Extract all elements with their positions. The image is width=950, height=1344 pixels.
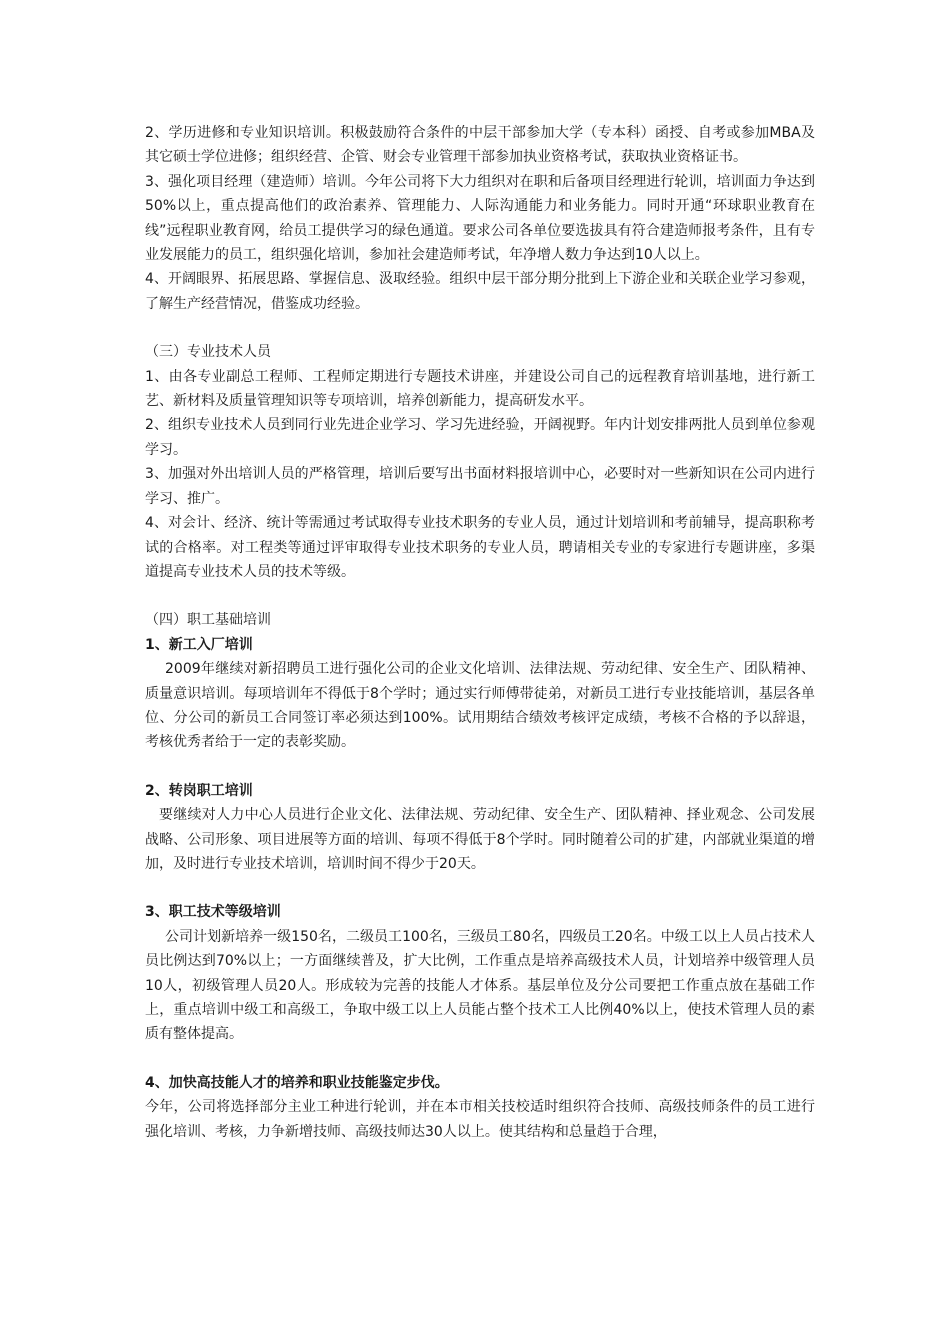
spacer — [145, 755, 815, 779]
subsection-4-2-heading: 2、转岗职工培训 — [145, 782, 253, 799]
paragraph-2-2: 2、学历进修和专业知识培训。积极鼓励符合条件的中层干部参加大学（专本科）函授、自考或参加MBA及其它硕士学位进修；组织经营、企管、财会专业管理干部参加执业资格考试，获取执业资格证书。 — [145, 125, 815, 166]
subsection-4-4-heading: 4、加快高技能人才的培养和职业技能鉴定步伐。 — [145, 1074, 449, 1091]
paragraph-3-1: 1、由各专业副总工程师、工程师定期进行专题技术讲座，并建设公司自己的远程教育培训基地，进行新工艺、新材料及质量管理知识等专项培训，培养创新能力，提高研发水平。 — [145, 368, 815, 410]
spacer — [145, 1047, 815, 1071]
paragraph-2-4: 4、开阔眼界、拓展思路、掌握信息、汲取经验。组织中层干部分期分批到上下游企业和关联企业学习参观，了解生产经营情况，借鉴成功经验。 — [145, 271, 815, 312]
subsection-4-4-body: 今年，公司将选择部分主业工种进行轮训，并在本市相关技校适时组织符合技师、高级技师条件的员工进行强化培训、考核，力争新增技师、高级技师达30人以上。使其结构和总量趋于合理， — [145, 1099, 815, 1140]
subsection-4-3-body: 公司计划新培养一级150名，二级员工100名，三级员工80名，四级员工20名。中级工以上人员占技术人员比例达到70%以上；一方面继续普及，扩大比例，工作重点是培养高级技术人员，计划培养中级管理人员10人，初级管理人员20人。形成较为完善的技能人才体系。基层单位及分公司要把工作重点放在基础工作上，重点培训中级工和高级工，争取中级工以上人员能占整个技术工人比例40%以上，使技术管理人员的素质有整体提高。 — [145, 928, 815, 1043]
paragraph-2-3: 3、强化项目经理（建造师）培训。今年公司将下大力组织对在职和后备项目经理进行轮训，培训面力争达到50%以上，重点提高他们的政治素养、管理能力、人际沟通能力和业务能力。同时开通“环球职业教育在线”远程职业教育网，给员工提供学习的绿色通道。要求公司各单位要选拔具有符合建造师报考条件，且有专业发展能力的员工，组织强化培训，参加社会建造师考试，年净增人数力争达到10人以上。 — [145, 173, 815, 264]
paragraph-3-4: 4、对会计、经济、统计等需通过考试取得专业技术职务的专业人员，通过计划培训和考前辅导，提高职称考试的合格率。对工程类等通过评审取得专业技术职务的专业人员，聘请相关专业的专家进行专题讲座，多渠道提高专业技术人员的技术等级。 — [145, 515, 815, 580]
subsection-4-2-body: 要继续对人力中心人员进行企业文化、法律法规、劳动纪律、安全生产、团队精神、择业观念、公司发展战略、公司形象、项目进展等方面的培训、每项不得低于8个学时。同时随着公司的扩建，内部就业渠道的增加，及时进行专业技术培训，培训时间不得少于20天。 — [145, 807, 815, 872]
subsection-4-1-heading: 1、新工入厂培训 — [145, 636, 253, 653]
spacer — [145, 876, 815, 900]
spacer — [145, 584, 815, 608]
section-3-heading: （三）专业技术人员 — [145, 344, 271, 361]
paragraph-3-2: 2、组织专业技术人员到同行业先进企业学习、学习先进经验，开阔视野。年内计划安排两批人员到单位参观学习。 — [145, 417, 815, 458]
paragraph-3-3: 3、加强对外出培训人员的严格管理，培训后要写出书面材料报培训中心，必要时对一些新知识在公司内进行学习、推广。 — [145, 466, 815, 507]
subsection-4-1-body: 2009年继续对新招聘员工进行强化公司的企业文化培训、法律法规、劳动纪律、安全生产、团队精神、质量意识培训。每项培训年不得低于8个学时；通过实行师傅带徒弟，对新员工进行专业技能培训，基层各单位、分公司的新员工合同签订率必须达到100%。试用期结合绩效考核评定成绩，考核不合格的予以辞退，考核优秀者给于一定的表彰奖励。 — [145, 661, 815, 751]
section-4-heading: （四）职工基础培训 — [145, 612, 271, 629]
spacer — [145, 316, 815, 340]
document-page — [145, 121, 815, 1144]
subsection-4-3-heading: 3、职工技术等级培训 — [145, 904, 281, 921]
